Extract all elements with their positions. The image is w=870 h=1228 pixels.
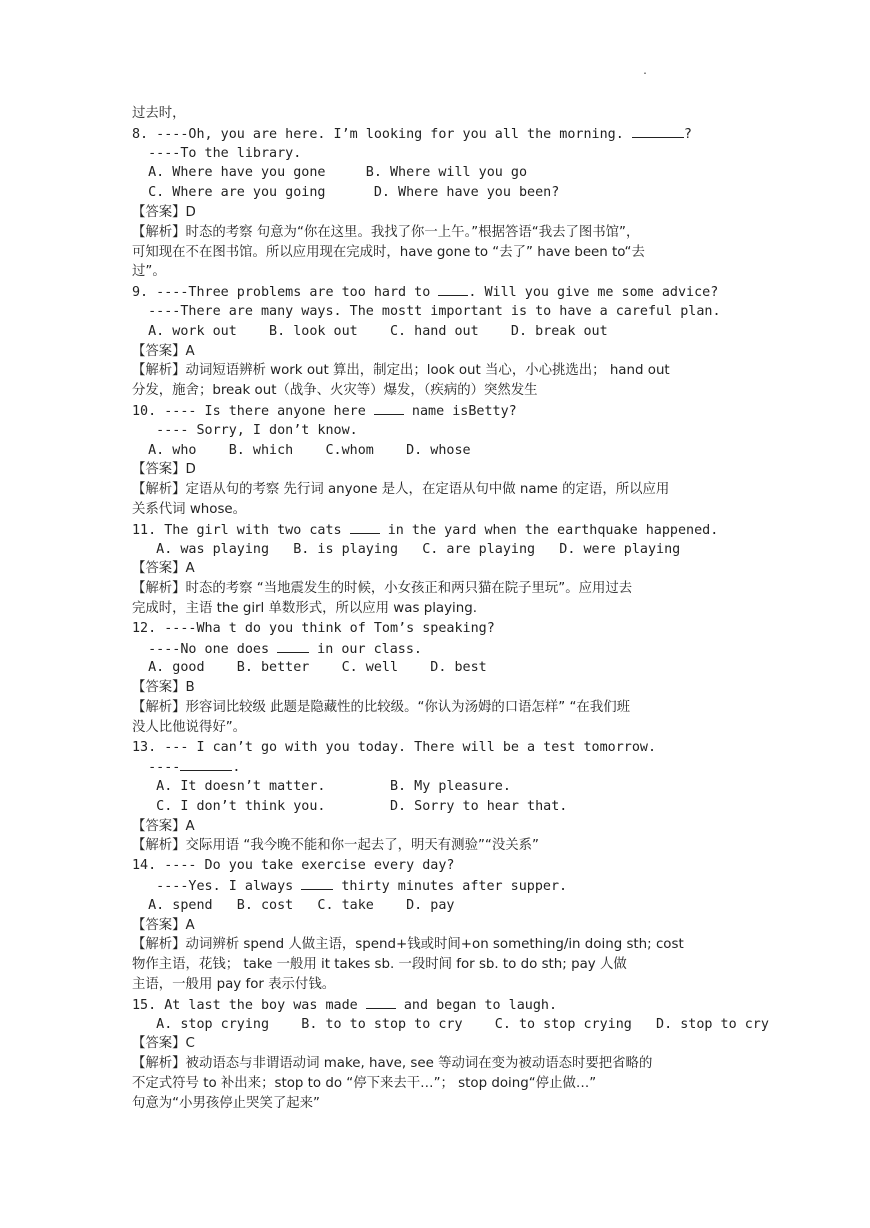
text-line	[132, 619, 832, 639]
line-text: A. work out B. look out C. hand out D. break out	[132, 323, 608, 339]
text-line	[132, 718, 832, 738]
text-line	[132, 955, 832, 975]
text-line	[132, 322, 832, 342]
line-text: 【解析】时态的考察 “当地震发生的时候，小女孩正和两只猫在院子里玩”。应用过去	[132, 581, 633, 597]
line-text: 8. ----Oh, you are here. I’m looking for you all the morning.	[132, 126, 632, 142]
line-text: 【答案】A	[132, 818, 195, 834]
text-line	[132, 342, 832, 362]
answer-blank	[277, 639, 309, 653]
line-text: 12. ----Wha t do you think of Tom’s speaking?	[132, 620, 495, 636]
line-text: A. Where have you gone B. Where will you go	[132, 165, 528, 181]
line-text-after-blank: .	[232, 760, 241, 776]
text-line	[132, 777, 832, 797]
answer-blank	[632, 124, 684, 138]
line-text-after-blank: in our class.	[309, 641, 422, 657]
line-text: 【解析】交际用语 “我今晚不能和你一起去了，明天有测验”“没关系”	[132, 838, 539, 854]
text-line	[132, 540, 832, 560]
line-text: 【答案】A	[132, 561, 195, 577]
text-line	[132, 836, 832, 856]
line-text: 完成时，主语 the girl 单数形式，所以应用 was playing.	[132, 600, 478, 616]
text-line	[132, 361, 832, 381]
text-line	[132, 678, 832, 698]
text-line	[132, 579, 832, 599]
text-line	[132, 480, 832, 500]
text-line	[132, 995, 832, 1015]
line-text: 句意为“小男孩停止哭笑了起来”	[132, 1095, 320, 1111]
line-text-after-blank: and began to laugh.	[395, 997, 558, 1013]
line-text: ----Yes. I always	[132, 879, 302, 895]
text-line	[132, 441, 832, 461]
text-line	[132, 975, 832, 995]
text-line	[132, 262, 832, 282]
line-text: 13. --- I can’t go with you today. There will be a test tomorrow.	[132, 739, 657, 755]
line-text-after-blank: name isBetty?	[403, 403, 517, 419]
line-text: 【解析】形容词比较级 此题是隐藏性的比较级。“你认为汤姆的口语怎样” “在我们班	[132, 699, 630, 715]
answer-blank	[350, 520, 380, 534]
line-text: 【解析】被动语态与非谓语动词 make, have, see 等动词在变为被动语态时要把省略的	[132, 1056, 653, 1072]
text-line	[132, 124, 832, 144]
text-line	[132, 1015, 832, 1035]
text-line	[132, 520, 832, 540]
line-text-after-blank: ?	[683, 126, 692, 142]
line-text: 15. At last the boy was made	[132, 997, 366, 1013]
line-text: 过去时，	[132, 106, 186, 121]
text-line	[132, 1034, 832, 1054]
line-text: 不定式符号 to 补出来；stop to do “停下来去干…”； stop doing“停止做…”	[132, 1076, 597, 1092]
line-text: A. stop crying B. to to stop to cry C. to stop crying D. stop to cry	[132, 1016, 769, 1032]
answer-blank	[301, 876, 333, 890]
header-dot: .	[642, 66, 649, 77]
text-line	[132, 223, 832, 243]
line-text-after-blank: . Will you give me some advice?	[468, 285, 719, 301]
text-line	[132, 856, 832, 876]
line-text: A. It doesn’t matter. B. My pleasure.	[132, 779, 511, 795]
text-line	[132, 599, 832, 619]
line-text: 10. ---- Is there anyone here	[132, 403, 374, 419]
line-text: 【解析】动词辨析 spend 人做主语，spend+钱或时间+on something/in doing sth; cost	[132, 937, 684, 953]
text-line	[132, 203, 832, 223]
text-line	[132, 460, 832, 480]
line-text-after-blank: thirty minutes after supper.	[333, 879, 568, 895]
line-text: C. I don’t think you. D. Sorry to hear that.	[132, 798, 568, 814]
line-text: 主语，一般用 pay for 表示付钱。	[132, 977, 336, 993]
line-text: ----	[132, 760, 181, 776]
text-line	[132, 916, 832, 936]
line-text: A. who B. which C.whom D. whose	[132, 442, 471, 458]
line-text: 关系代词 whose。	[132, 501, 247, 517]
line-text: 【解析】时态的考察 句意为“你在这里。我找了你一上午。”根据答语“我去了图书馆”，	[132, 224, 640, 240]
line-text: 分发，施舍；break out（战争、火灾等）爆发，（疾病的）突然发生	[132, 383, 538, 399]
line-text: 【答案】D	[132, 204, 196, 220]
line-text: 【解析】定语从句的考察 先行词 anyone 是人，在定语从句中做 name 的定语，所以应用	[132, 482, 670, 498]
line-text: 【答案】A	[132, 917, 195, 933]
text-line	[132, 163, 832, 183]
text-line	[132, 935, 832, 955]
line-text-after-blank: in the yard when the earthquake happened.	[379, 522, 719, 538]
text-line	[132, 421, 832, 441]
line-text: A. spend B. cost C. take D. pay	[132, 897, 455, 913]
text-line	[132, 1054, 832, 1074]
line-text: 物作主语，花钱； take 一般用 it takes sb. 一段时间 for sb. to do sth; pay 人做	[132, 957, 627, 973]
line-text: ----There are many ways. The mostt important is to have a careful plan.	[132, 303, 721, 319]
text-line	[132, 817, 832, 837]
line-text: ---- Sorry, I don’t know.	[132, 422, 358, 438]
line-text: ----To the library.	[132, 145, 302, 161]
text-line	[132, 698, 832, 718]
line-text: 【答案】B	[132, 680, 195, 696]
answer-blank	[438, 282, 468, 296]
text-line	[132, 183, 832, 203]
line-text: 【答案】D	[132, 462, 196, 478]
text-line	[132, 401, 832, 421]
text-line	[132, 500, 832, 520]
line-text: 【答案】A	[132, 343, 195, 359]
text-line	[132, 738, 832, 758]
line-text: 过”。	[132, 264, 166, 280]
answer-blank	[374, 401, 404, 415]
text-line	[132, 797, 832, 817]
text-line	[132, 559, 832, 579]
line-text: 可知现在不在图书馆。所以应用现在完成时，have gone to “去了” have been to“去	[132, 244, 645, 260]
text-line	[132, 876, 832, 896]
line-text: C. Where are you going D. Where have you been?	[132, 185, 560, 201]
text-line	[132, 302, 832, 322]
line-text: ----No one does	[132, 641, 278, 657]
text-line	[132, 381, 832, 401]
text-line	[132, 757, 832, 777]
line-text: 14. ---- Do you take exercise every day?	[132, 858, 455, 874]
line-text: 【解析】动词短语辨析 work out 算出，制定出；look out 当心，小心挑选出； hand out	[132, 363, 670, 379]
text-line	[132, 639, 832, 659]
text-line	[132, 1094, 832, 1114]
text-line	[132, 104, 832, 124]
text-line	[132, 658, 832, 678]
line-text: A. good B. better C. well D. best	[132, 660, 487, 676]
line-text: 9. ----Three problems are too hard to	[132, 285, 439, 301]
line-text: A. was playing B. is playing C. are playing D. were playing	[132, 541, 681, 557]
text-line	[132, 243, 832, 263]
line-text: 11. The girl with two cats	[132, 522, 350, 538]
text-line	[132, 144, 832, 164]
text-line	[132, 896, 832, 916]
line-text: 没人比他说得好”。	[132, 719, 247, 735]
answer-blank	[180, 757, 232, 771]
text-line	[132, 1074, 832, 1094]
text-line	[132, 282, 832, 302]
document-body	[132, 104, 832, 1114]
line-text: 【答案】C	[132, 1036, 195, 1052]
answer-blank	[366, 995, 396, 1009]
